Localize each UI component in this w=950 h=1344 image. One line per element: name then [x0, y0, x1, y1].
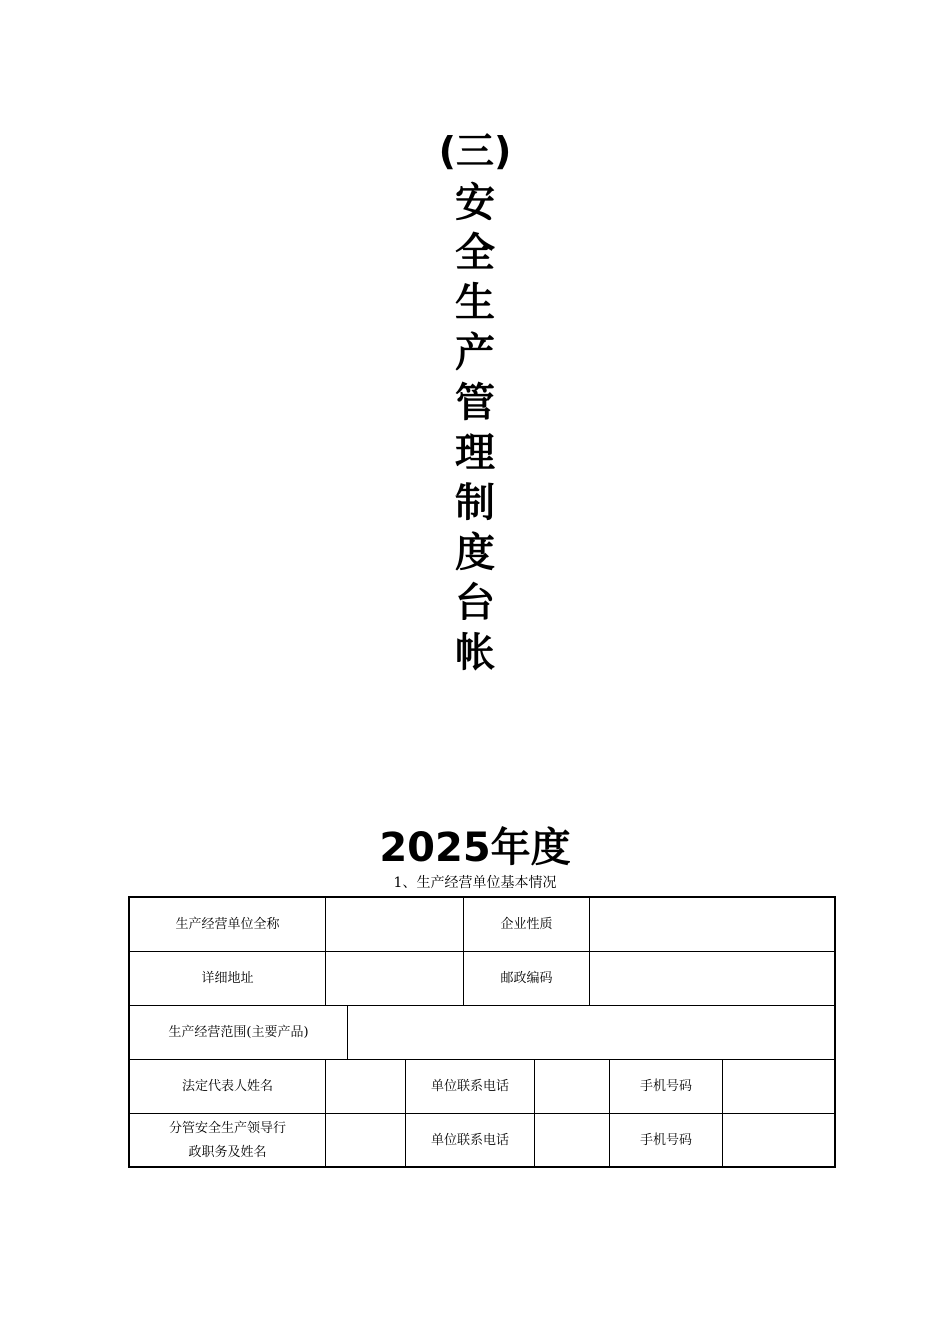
- safety-leader-value[interactable]: [326, 1114, 406, 1168]
- title-char: 全: [455, 230, 495, 276]
- business-scope-label: 生产经营范围(主要产品): [130, 1006, 348, 1059]
- postal-code-label: 邮政编码: [464, 952, 590, 1005]
- title-char: 生: [455, 280, 495, 326]
- safety-leader-label: [130, 1114, 326, 1168]
- unit-phone-label: 单位联系电话: [406, 1060, 535, 1113]
- unit-full-name-value[interactable]: [326, 898, 464, 951]
- mobile-value[interactable]: [723, 1060, 834, 1113]
- business-scope-value[interactable]: [348, 1006, 834, 1059]
- address-value[interactable]: [326, 952, 464, 1005]
- table-row: [130, 952, 834, 1006]
- unit-full-name-label: 生产经营单位全称: [130, 898, 326, 951]
- table-row: [130, 1060, 834, 1114]
- mobile-value[interactable]: [723, 1114, 834, 1168]
- title-char: 帐: [455, 630, 495, 676]
- year-title: 2025年度: [379, 825, 571, 871]
- title-prefix: (三): [438, 129, 512, 173]
- table-caption: 1、生产经营单位基本情况: [393, 875, 557, 891]
- table-row: [130, 898, 834, 952]
- safety-leader-label-line1: 分管安全生产领导行: [168, 1121, 286, 1136]
- title-char: 管: [455, 380, 495, 426]
- unit-phone-label: 单位联系电话: [406, 1114, 535, 1168]
- unit-phone-value[interactable]: [535, 1060, 610, 1113]
- title-char: 安: [455, 180, 495, 226]
- legal-rep-name-value[interactable]: [326, 1060, 406, 1113]
- unit-info-table: [128, 896, 836, 1168]
- mobile-label: 手机号码: [610, 1060, 723, 1113]
- title-char: 台: [455, 580, 495, 626]
- enterprise-nature-value[interactable]: [590, 898, 834, 951]
- table-row: [130, 1006, 834, 1060]
- mobile-label: 手机号码: [610, 1114, 723, 1168]
- postal-code-value[interactable]: [590, 952, 834, 1005]
- address-label: 详细地址: [130, 952, 326, 1005]
- vertical-title: [0, 124, 950, 678]
- title-char: 度: [455, 530, 495, 576]
- unit-phone-value[interactable]: [535, 1114, 610, 1168]
- title-char: 理: [455, 430, 495, 476]
- title-char: 产: [455, 330, 495, 376]
- enterprise-nature-label: 企业性质: [464, 898, 590, 951]
- table-row: [130, 1114, 834, 1168]
- safety-leader-label-line2: 政职务及姓名: [188, 1145, 267, 1160]
- title-char: 制: [455, 480, 495, 526]
- legal-rep-name-label: 法定代表人姓名: [130, 1060, 326, 1113]
